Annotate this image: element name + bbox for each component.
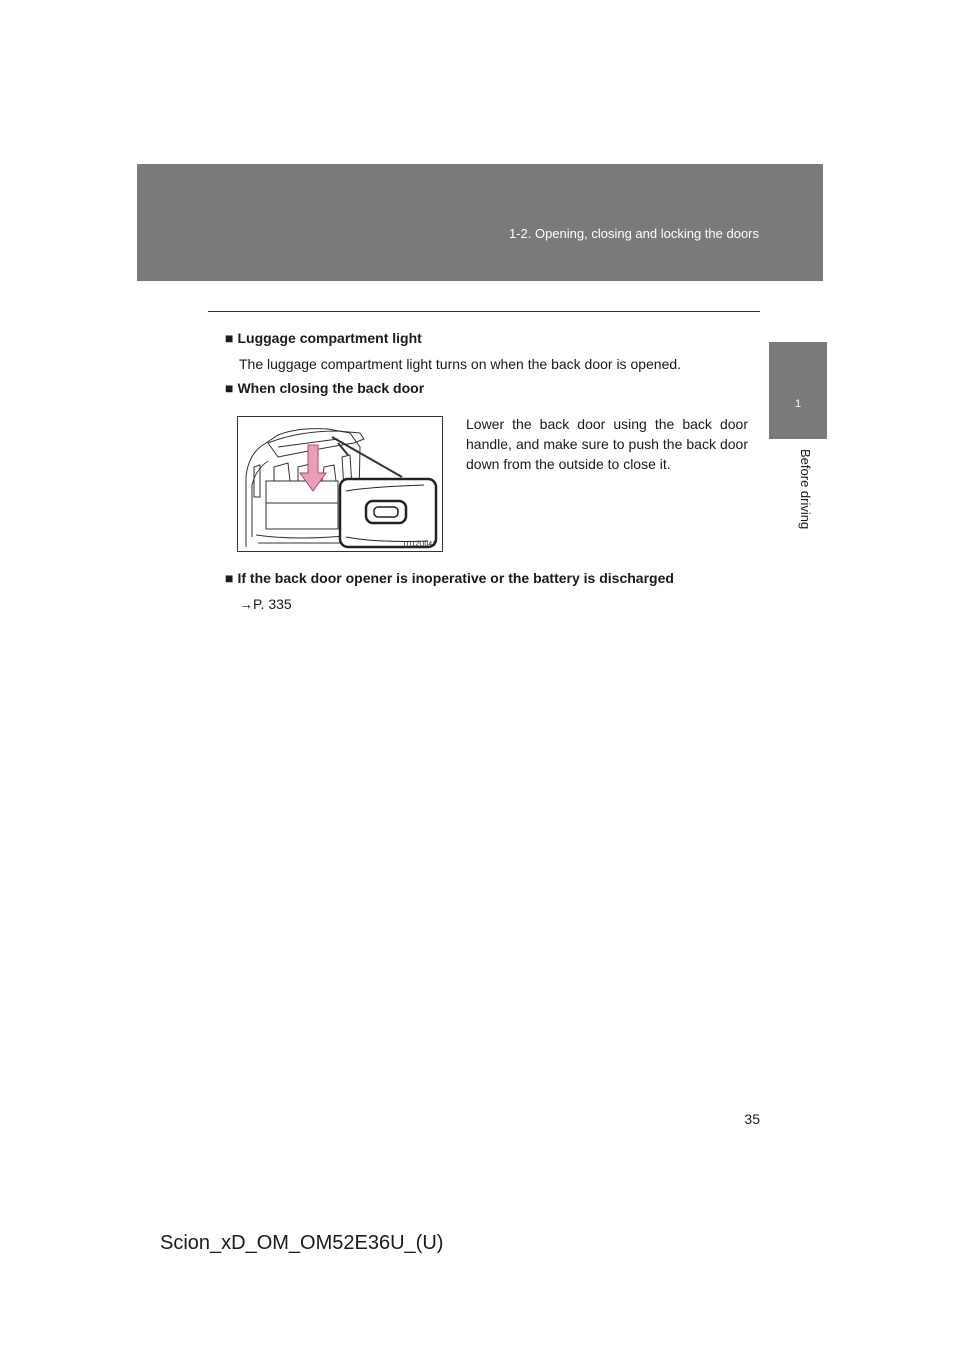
heading-inoperative-text: If the back door opener is inoperative or the battery is discharged <box>237 570 674 586</box>
document-id: Scion_xD_OM_OM52E36U_(U) <box>160 1232 444 1254</box>
heading-closing <box>225 380 424 396</box>
back-door-illustration <box>237 416 443 552</box>
heading-closing-text: When closing the back door <box>237 380 425 396</box>
figure-code: ITI12U041 <box>403 541 436 548</box>
chapter-label: Before driving <box>798 449 813 530</box>
section-title: 1-2. Opening, closing and locking the doors <box>508 226 759 241</box>
closing-text: Lower the back door using the back door handle, and make sure to push the back door down from the outside to close it. <box>466 416 748 472</box>
square-bullet-icon: ■ <box>225 330 234 346</box>
luggage-light-text: The luggage compartment light turns on when the back door is opened. <box>239 356 682 372</box>
heading-luggage-light <box>225 330 422 346</box>
page-reference-link[interactable]: →P. 335 <box>239 596 292 612</box>
heading-inoperative <box>225 570 674 586</box>
header-band <box>137 164 823 281</box>
top-rule <box>208 311 760 312</box>
page-number: 35 <box>744 1111 760 1127</box>
chapter-number: 1 <box>794 398 802 410</box>
square-bullet-icon: ■ <box>225 570 234 586</box>
heading-luggage-light-text: Luggage compartment light <box>237 330 422 346</box>
square-bullet-icon: ■ <box>225 380 234 396</box>
car-back-door-drawing <box>238 417 442 551</box>
